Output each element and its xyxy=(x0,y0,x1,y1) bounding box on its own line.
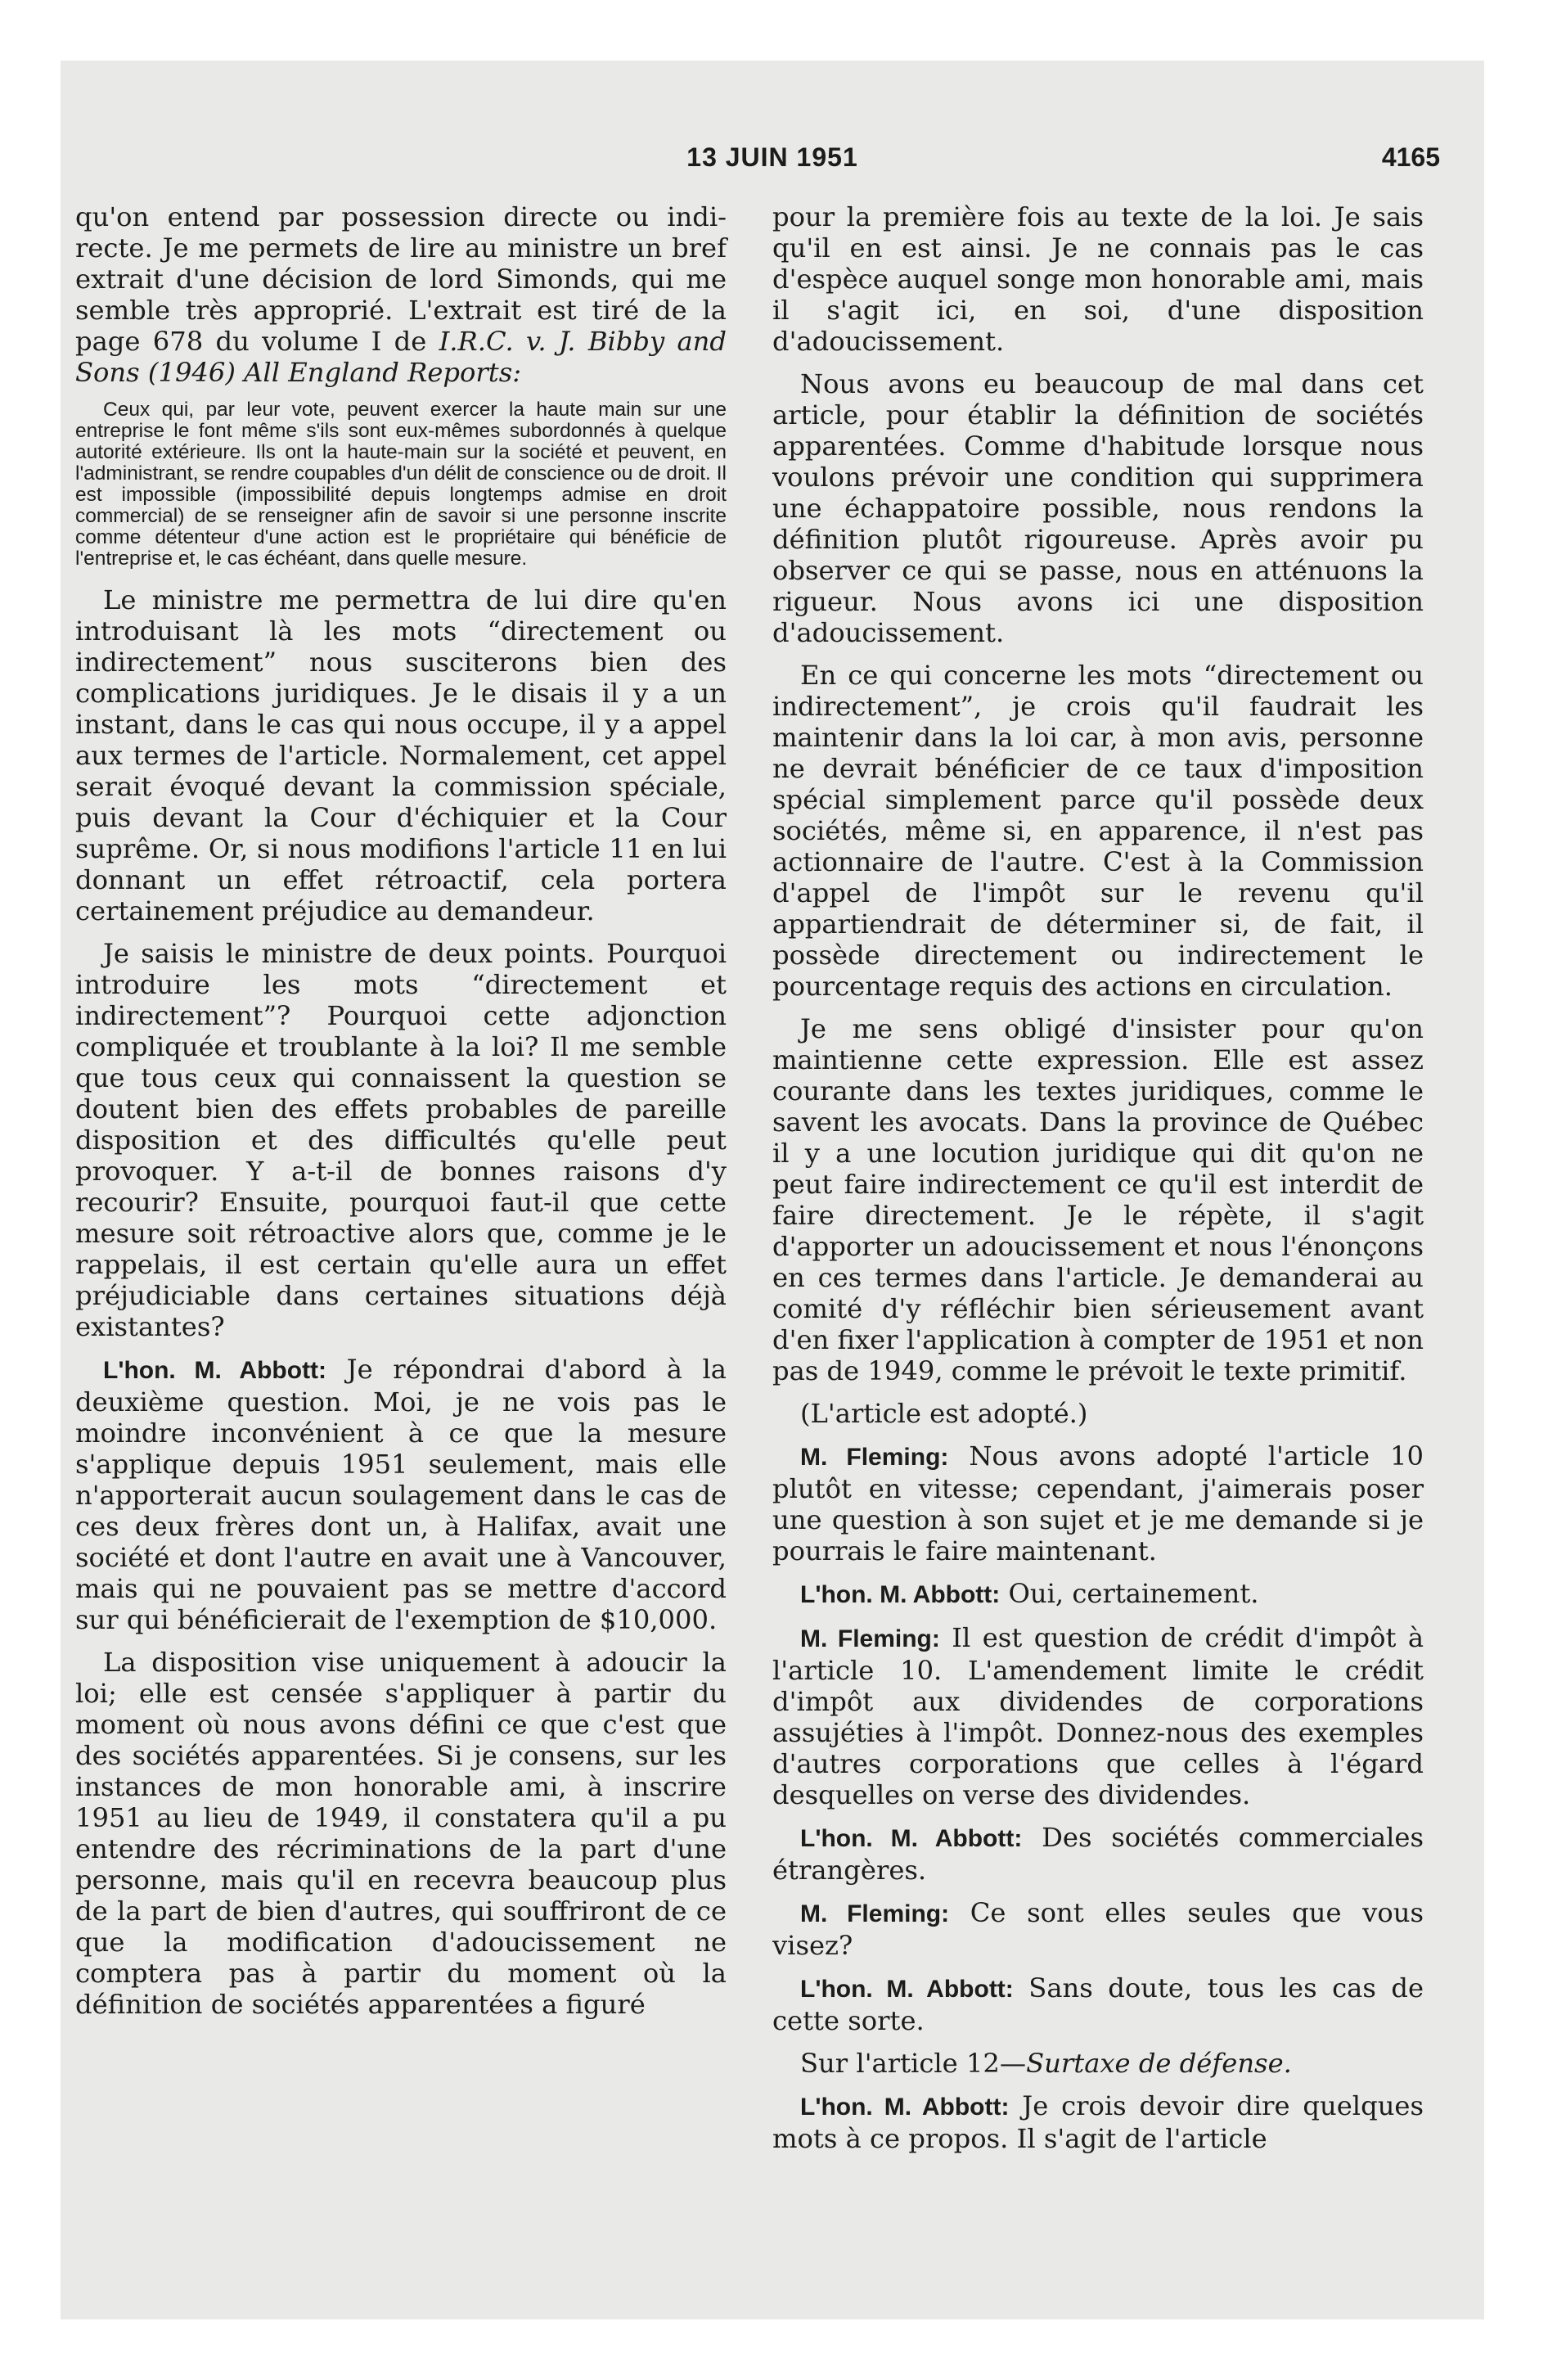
speaker-name: L'hon. M. Abbott: xyxy=(800,1825,1023,1852)
procedural-note: (L'article est adopté.) xyxy=(800,1398,1088,1429)
paragraph: Je saisis le ministre de deux points. Pourquoi introduire les mots “directement et indirectement”? Pourquoi cette adjonction compliquée et troublante à la loi? Il me semble que tous ceux qui connaissent la question se doutent bien des effets probables de pareille disposition et des difficultés qu'elle peut provoquer. Y a-t-il de bonnes raisons d'y recourir? Ensuite, pourquoi faut-il que cette mesure soit rétroactive alors que, comme je le rappelais, il est certain qu'elle aura un effet préjudiciable dans certaines situations déjà existantes? xyxy=(75,938,727,1342)
paragraph: En ce qui concerne les mots “directement ou indirectement”, je crois qu'il faudrait les maintenir dans la loi car, à mon avis, personne ne devrait bénéficier de ce taux d'imposition spécial simplement parce qu'il possède deux sociétés, même si, en apparence, il n'est pas actionnaire de l'autre. C'est à la Commission d'appel de l'impôt sur le revenu qu'il appartiendrait de déterminer si, de fait, il possède directement ou indirectement le pourcentage requis des actions en circulation. xyxy=(772,660,1424,1002)
speaker-name: M. Fleming: xyxy=(800,1625,940,1652)
speech-paragraph: L'hon. M. Abbott: Oui, certainement. xyxy=(800,1578,1259,1609)
block-quote: Ceux qui, par leur vote, peuvent exercer la haute main sur une entreprise le font même s'ils sont eux-mêmes subordonnés à quelque autorité extérieure. Ils ont la haute-main sur la société et peuvent, en l'administrant, se rendre coupables d'un délit de conscience ou de droit. Il est impossible (impossibilité depuis longtemps admise en droit commercial) de se renseigner afin de savoir si une personne inscrite comme détenteur d'une action est le propriétaire qui bénéficie de l'entreprise et, le cas échéant, dans quelle mesure. xyxy=(75,399,727,570)
scanned-page xyxy=(61,61,1484,2319)
speech-paragraph: M. Fleming: Ce sont elles seules que vous visez? xyxy=(772,1897,1424,1961)
left-column xyxy=(75,201,727,2031)
speaker-name: L'hon. M. Abbott: xyxy=(800,1581,1001,1608)
speech-paragraph: L'hon. M. Abbott: Je répondrai d'abord à la deuxième question. Moi, je ne vois pas le moindre inconvénient à ce que la mesure s'applique depuis 1951 seulement, mais elle n'apporterait aucun soulagement dans le cas de ces deux frères dont un, à Halifax, avait une société et dont l'autre en avait une à Vancouver, mais qui ne pouvaient pas se mettre d'accord sur qui bénéficierait de l'exemption de $10,000. xyxy=(75,1354,727,1635)
paragraph: Je me sens obligé d'insister pour qu'on maintienne cette expression. Elle est assez courante dans les textes juridiques, comme le savent les avocats. Dans la province de Québec il y a une locution juridique qui dit qu'on ne peut faire indirectement ce qu'il est interdit de faire directement. Je le répète, il s'agit d'apporter un adoucissement et nous l'énonçons en ces termes dans l'article. Je demanderai au comité d'y réfléchir bien sérieusement avant d'en fixer l'application à compter de 1951 et non pas de 1949, comme le prévoit le texte primitif. xyxy=(772,1013,1424,1386)
paragraph: Nous avons eu beaucoup de mal dans cet article, pour établir la définition de sociétés apparentées. Comme d'habitude lorsque nous voulons prévoir une condition qui supprimera une échappatoire possible, nous rendons la définition plutôt rigoureuse. Après avoir pu observer ce qui se passe, nous en atténuons la rigueur. Nous avons ici une disposition d'adoucissement. xyxy=(772,368,1424,648)
speech-paragraph: M. Fleming: Nous avons adopté l'article 10 plutôt en vitesse; cependant, j'aimerais poser une question à son sujet et je me demande si je pourrais le faire maintenant. xyxy=(772,1440,1424,1566)
speaker-name: M. Fleming: xyxy=(800,1444,949,1471)
speech-paragraph: L'hon. M. Abbott: Sans doute, tous les cas de cette sorte. xyxy=(772,1972,1424,2036)
paragraph: pour la première fois au texte de la loi. Je sais qu'il en est ainsi. Je ne connais pas le cas d'espèce auquel songe mon honorable ami, mais il s'agit ici, en soi, d'une disposition d'adoucissement. xyxy=(772,201,1424,357)
right-column xyxy=(772,201,1424,2166)
speaker-name: M. Fleming: xyxy=(800,1900,950,1927)
speech-paragraph: L'hon. M. Abbott: Des sociétés commerciales étrangères. xyxy=(772,1822,1424,1886)
section-heading: Sur l'article 12—Surtaxe de défense. xyxy=(800,2048,1292,2079)
page-date: 13 JUIN 1951 xyxy=(686,142,858,172)
paragraph: Le ministre me permettra de lui dire qu'en introduisant là les mots “directement ou indirectement” nous susciterons bien des complications juridiques. Je le disais il y a un instant, dans le cas qui nous occupe, il y a appel aux termes de l'article. Normalement, cet appel serait évoqué devant la commission spéciale, puis devant la Cour d'échiquier et la Cour suprême. Or, si nous modifions l'article 11 en lui donnant un effet rétroactif, cela portera certainement préjudice au demandeur. xyxy=(75,584,727,926)
case-citation: I.R.C. v. J. Bibby and Sons (1946) All England Reports: xyxy=(75,326,727,388)
paragraph: qu'on entend par possession directe ou indi-recte. Je me permets de lire au ministre un bref extrait d'une décision de lord Simonds, qui me semble très approprié. L'extrait est tiré de la page 678 du volume I de I.R.C. v. J. Bibby and Sons (1946) All England Reports: xyxy=(75,201,727,388)
speaker-name: L'hon. M. Abbott: xyxy=(800,2094,1010,2121)
speaker-name: L'hon. M. Abbott: xyxy=(103,1357,327,1384)
speech-paragraph: L'hon. M. Abbott: Je crois devoir dire quelques mots à ce propos. Il s'agit de l'article xyxy=(772,2090,1424,2154)
speech-paragraph: M. Fleming: Il est question de crédit d'impôt à l'article 10. L'amendement limite le crédit d'impôt aux dividendes de corporations assujéties à l'impôt. Donnez-nous des exemples d'autres corporations que celles à l'égard desquelles on verse des dividendes. xyxy=(772,1622,1424,1810)
speaker-name: L'hon. M. Abbott: xyxy=(800,1976,1014,2003)
paragraph: La disposition vise uniquement à adoucir la loi; elle est censée s'appliquer à partir du moment où nous avons défini ce que c'est que des sociétés apparentées. Si je consens, sur les instances de mon honorable ami, à inscrire 1951 au lieu de 1949, il constatera qu'il a pu entendre des récriminations de la part d'une personne, mais qu'il en recevra beaucoup plus de la part de bien d'autres, qui souffriront de ce que la modification d'adoucissement ne comptera pas à partir du moment où la définition de sociétés apparentées a figuré xyxy=(75,1647,727,2020)
page-number: 4165 xyxy=(1381,142,1440,172)
page-header xyxy=(61,142,1484,192)
